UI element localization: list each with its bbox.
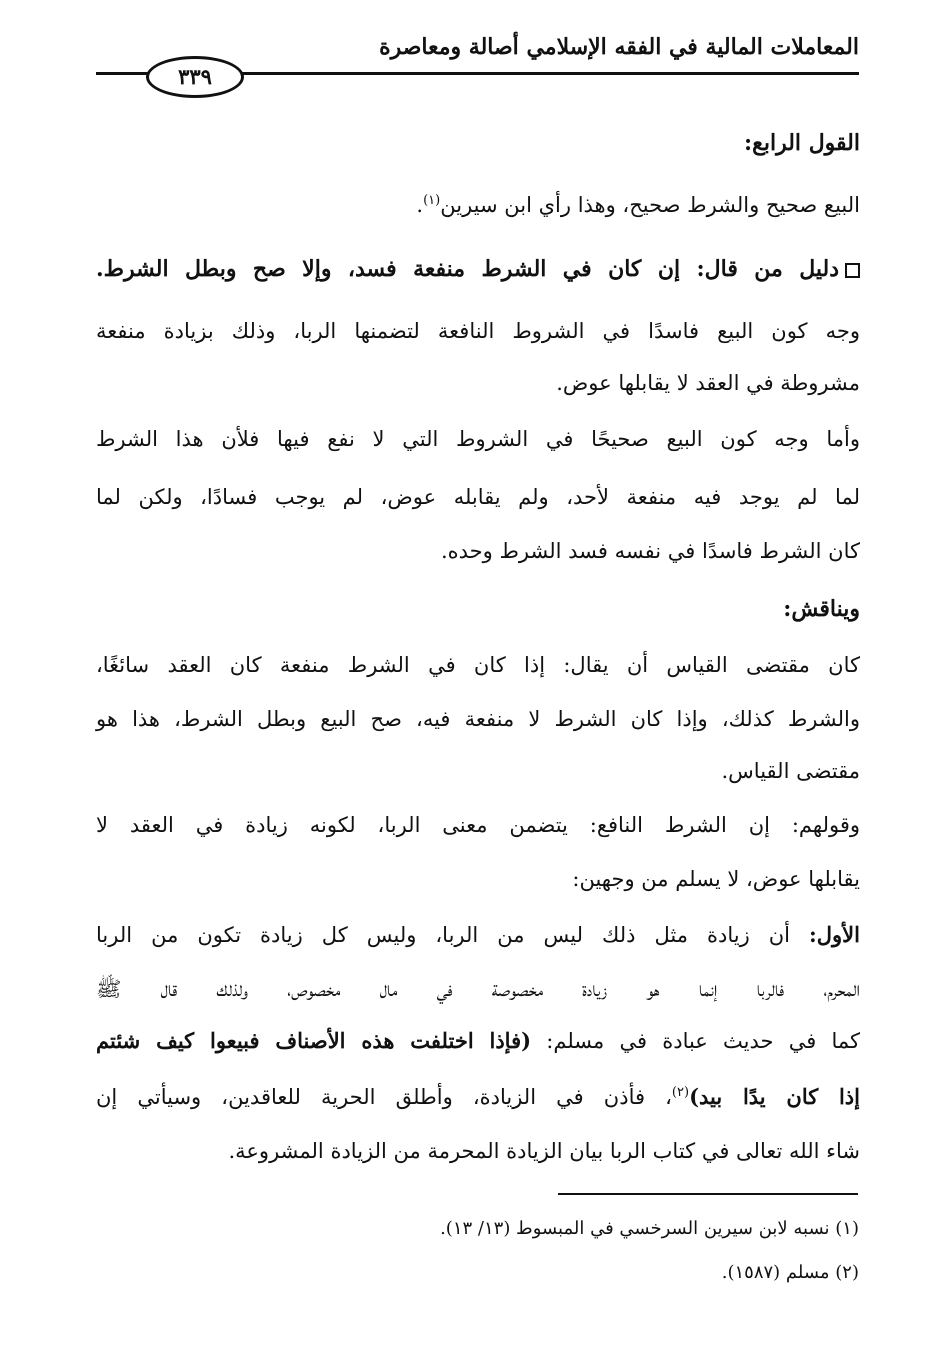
text-span: أن زيادة مثل ذلك ليس من الربا، وليس كل زيادة تكون من الربا [96, 923, 790, 947]
paragraph-line: وجه كون البيع فاسدًا في الشروط النافعة لتضمنها الربا، وذلك بزيادة منفعة [96, 319, 860, 343]
page-number: ٣٣٩ [146, 56, 244, 98]
paragraph-line: كان مقتضى القياس أن يقال: إذا كان في الشرط منفعة كان العقد سائغًا، [96, 653, 860, 677]
section-title [96, 254, 860, 284]
paragraph-line [96, 1026, 860, 1056]
footnote-divider [558, 1193, 858, 1195]
footnote-2: (٢) مسلم (١٥٨٧). [721, 1262, 859, 1283]
point-label-first: الأول: [809, 922, 860, 947]
footnote-1: (١) نسبه لابن سيرين السرخسي في المبسوط (١٣/ ١٣). [440, 1218, 859, 1239]
footnote-ref-1[interactable]: (١) [423, 193, 441, 208]
hadith-quote: (فإذا اختلفت هذه الأصناف فبيعوا كيف شئتم [96, 1028, 532, 1053]
text-span: ، فأذن في الزيادة، وأطلق الحرية للعاقدين، وسيأتي إن [96, 1085, 672, 1109]
hadith-quote: إذا كان يدًا بيد) [689, 1084, 860, 1109]
text-span: . [416, 193, 424, 217]
paragraph-line [96, 190, 860, 220]
running-header-title: المعاملات المالية في الفقه الإسلامي أصالة ومعاصرة [379, 34, 859, 60]
paragraph-line: وأما وجه كون البيع صحيحًا في الشروط التي لا نفع فيها فلأن هذا الشرط [96, 427, 860, 451]
square-bullet-icon [845, 263, 860, 278]
footnote-ref-2[interactable]: (٢) [671, 1085, 690, 1100]
section-title-text: دليل من قال: إن كان في الشرط منفعة فسد، وإلا صح وبطل الشرط. [96, 256, 839, 282]
paragraph-line: لما لم يوجد فيه منفعة لأحد، ولم يقابله عوض، لم يوجب فسادًا، ولكن لما [96, 485, 860, 509]
paragraph-line [96, 920, 860, 950]
text-span: كما في حديث عبادة في مسلم: [531, 1029, 860, 1053]
paragraph-line: والشرط كذلك، وإذا كان الشرط لا منفعة فيه، صح البيع وبطل الشرط، هذا هو [96, 707, 860, 731]
paragraph-line: يقابلها عوض، لا يسلم من وجهين: [572, 867, 860, 891]
paragraph-line: شاء الله تعالى في كتاب الربا بيان الزيادة المحرمة من الزيادة المشروعة. [228, 1139, 860, 1163]
page-body [96, 0, 860, 1355]
paragraph-line: مقتضى القياس. [721, 759, 860, 783]
paragraph-line: المحرم، فالربا إنما هو زيادة مخصوصة في مال مخصوص، ولذلك قال ﷺ [96, 977, 860, 1001]
paragraph-line [96, 1082, 860, 1112]
paragraph-line: وقولهم: إن الشرط النافع: يتضمن معنى الربا، لكونه زيادة في العقد لا [96, 813, 860, 837]
text-span: البيع صحيح والشرط صحيح، وهذا رأي ابن سيرين [440, 193, 860, 217]
heading-fourth-opinion: القول الرابع: [744, 130, 860, 156]
paragraph-line: كان الشرط فاسدًا في نفسه فسد الشرط وحده. [440, 539, 860, 563]
heading-discussion: ويناقش: [783, 596, 860, 622]
paragraph-line: مشروطة في العقد لا يقابلها عوض. [556, 371, 860, 395]
